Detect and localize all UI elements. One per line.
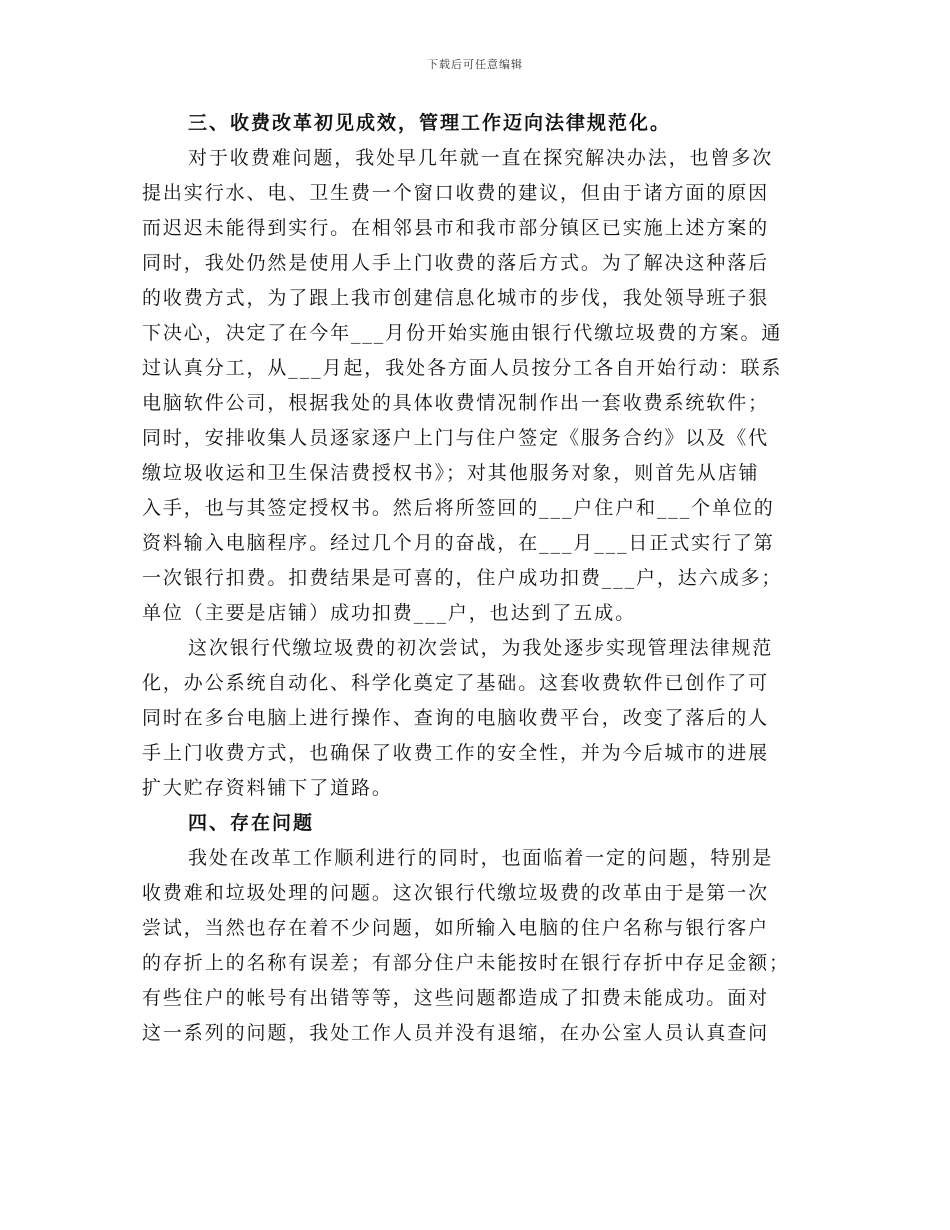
body-line: 缴垃圾收运和卫生保洁费授权书》；对其他服务对象，则首先从店铺 [142,462,760,484]
body-line: 一次银行扣费。扣费结果是可喜的，住户成功扣费___户，达六成多； [142,567,783,589]
body-line: 入手，也与其签定授权书。然后将所签回的___户住户和___个单位的 [142,497,775,519]
header-note: 下载后可任意编辑 [427,58,523,71]
body-line: 资料输入电脑程序。经过几个月的奋战，在___月___日正式实行了第 [142,532,775,554]
body-line: 的存折上的名称有误差；有部分住户未能按时在银行存折中存足金额； [142,952,790,974]
document-body [142,106,810,1051]
body-line: 电脑软件公司，根据我处的具体收费情况制作出一套收费系统软件； [142,392,770,414]
body-line: 单位（主要是店铺）成功扣费___户，也达到了五成。 [142,602,637,624]
body-line: 化，办公系统自动化、科学化奠定了基础。这套收费软件已创作了可 [142,672,770,694]
body-line: 收费难和垃圾处理的问题。这次银行代缴垃圾费的改革由于是第一次 [142,882,770,904]
body-line: 尝试，当然也存在着不少问题，如所输入电脑的住户名称与银行客户 [142,917,770,939]
section-heading: 三、收费改革初见成效，管理工作迈向法律规范化。 [188,112,672,134]
body-line: 下决心，决定了在今年___月份开始实施由银行代缴垃圾费的方案。通 [142,322,783,344]
body-line: 同时，我处仍然是使用人手上门收费的落后方式。为了解决这种落后 [142,252,770,274]
body-line: 提出实行水、电、卫生费一个窗口收费的建议，但由于诸方面的原因 [142,182,770,204]
paragraph-first-line: 对于收费难问题，我处早几年就一直在探究解决办法，也曾多次 [188,147,774,169]
body-line: 扩大贮存资料铺下了道路。 [142,777,393,799]
body-line: 手上门收费方式，也确保了收费工作的安全性，并为今后城市的进展 [142,742,770,764]
body-line: 有些住户的帐号有出错等等，这些问题都造成了扣费未能成功。面对 [142,987,770,1009]
section-heading: 四、存在问题 [188,812,315,834]
body-line: 而迟迟未能得到实行。在相邻县市和我市部分镇区已实施上述方案的 [142,217,770,239]
body-line: 的收费方式，为了跟上我市创建信息化城市的步伐，我处领导班子狠 [142,287,770,309]
body-line: 这一系列的问题，我处工作人员并没有退缩，在办公室人员认真查问 [142,1022,770,1044]
paragraph-first-line: 这次银行代缴垃圾费的初次尝试，为我处逐步实现管理法律规范 [188,637,774,659]
body-line: 同时在多台电脑上进行操作、查询的电脑收费平台，改变了落后的人 [142,707,770,729]
body-line: 同时，安排收集人员逐家逐户上门与住户签定《服务合约》以及《代 [142,427,770,449]
paragraph-first-line: 我处在改革工作顺利进行的同时，也面临着一定的问题，特别是 [188,847,774,869]
body-line: 过认真分工，从___月起，我处各方面人员按分工各自开始行动：联系 [142,357,783,379]
